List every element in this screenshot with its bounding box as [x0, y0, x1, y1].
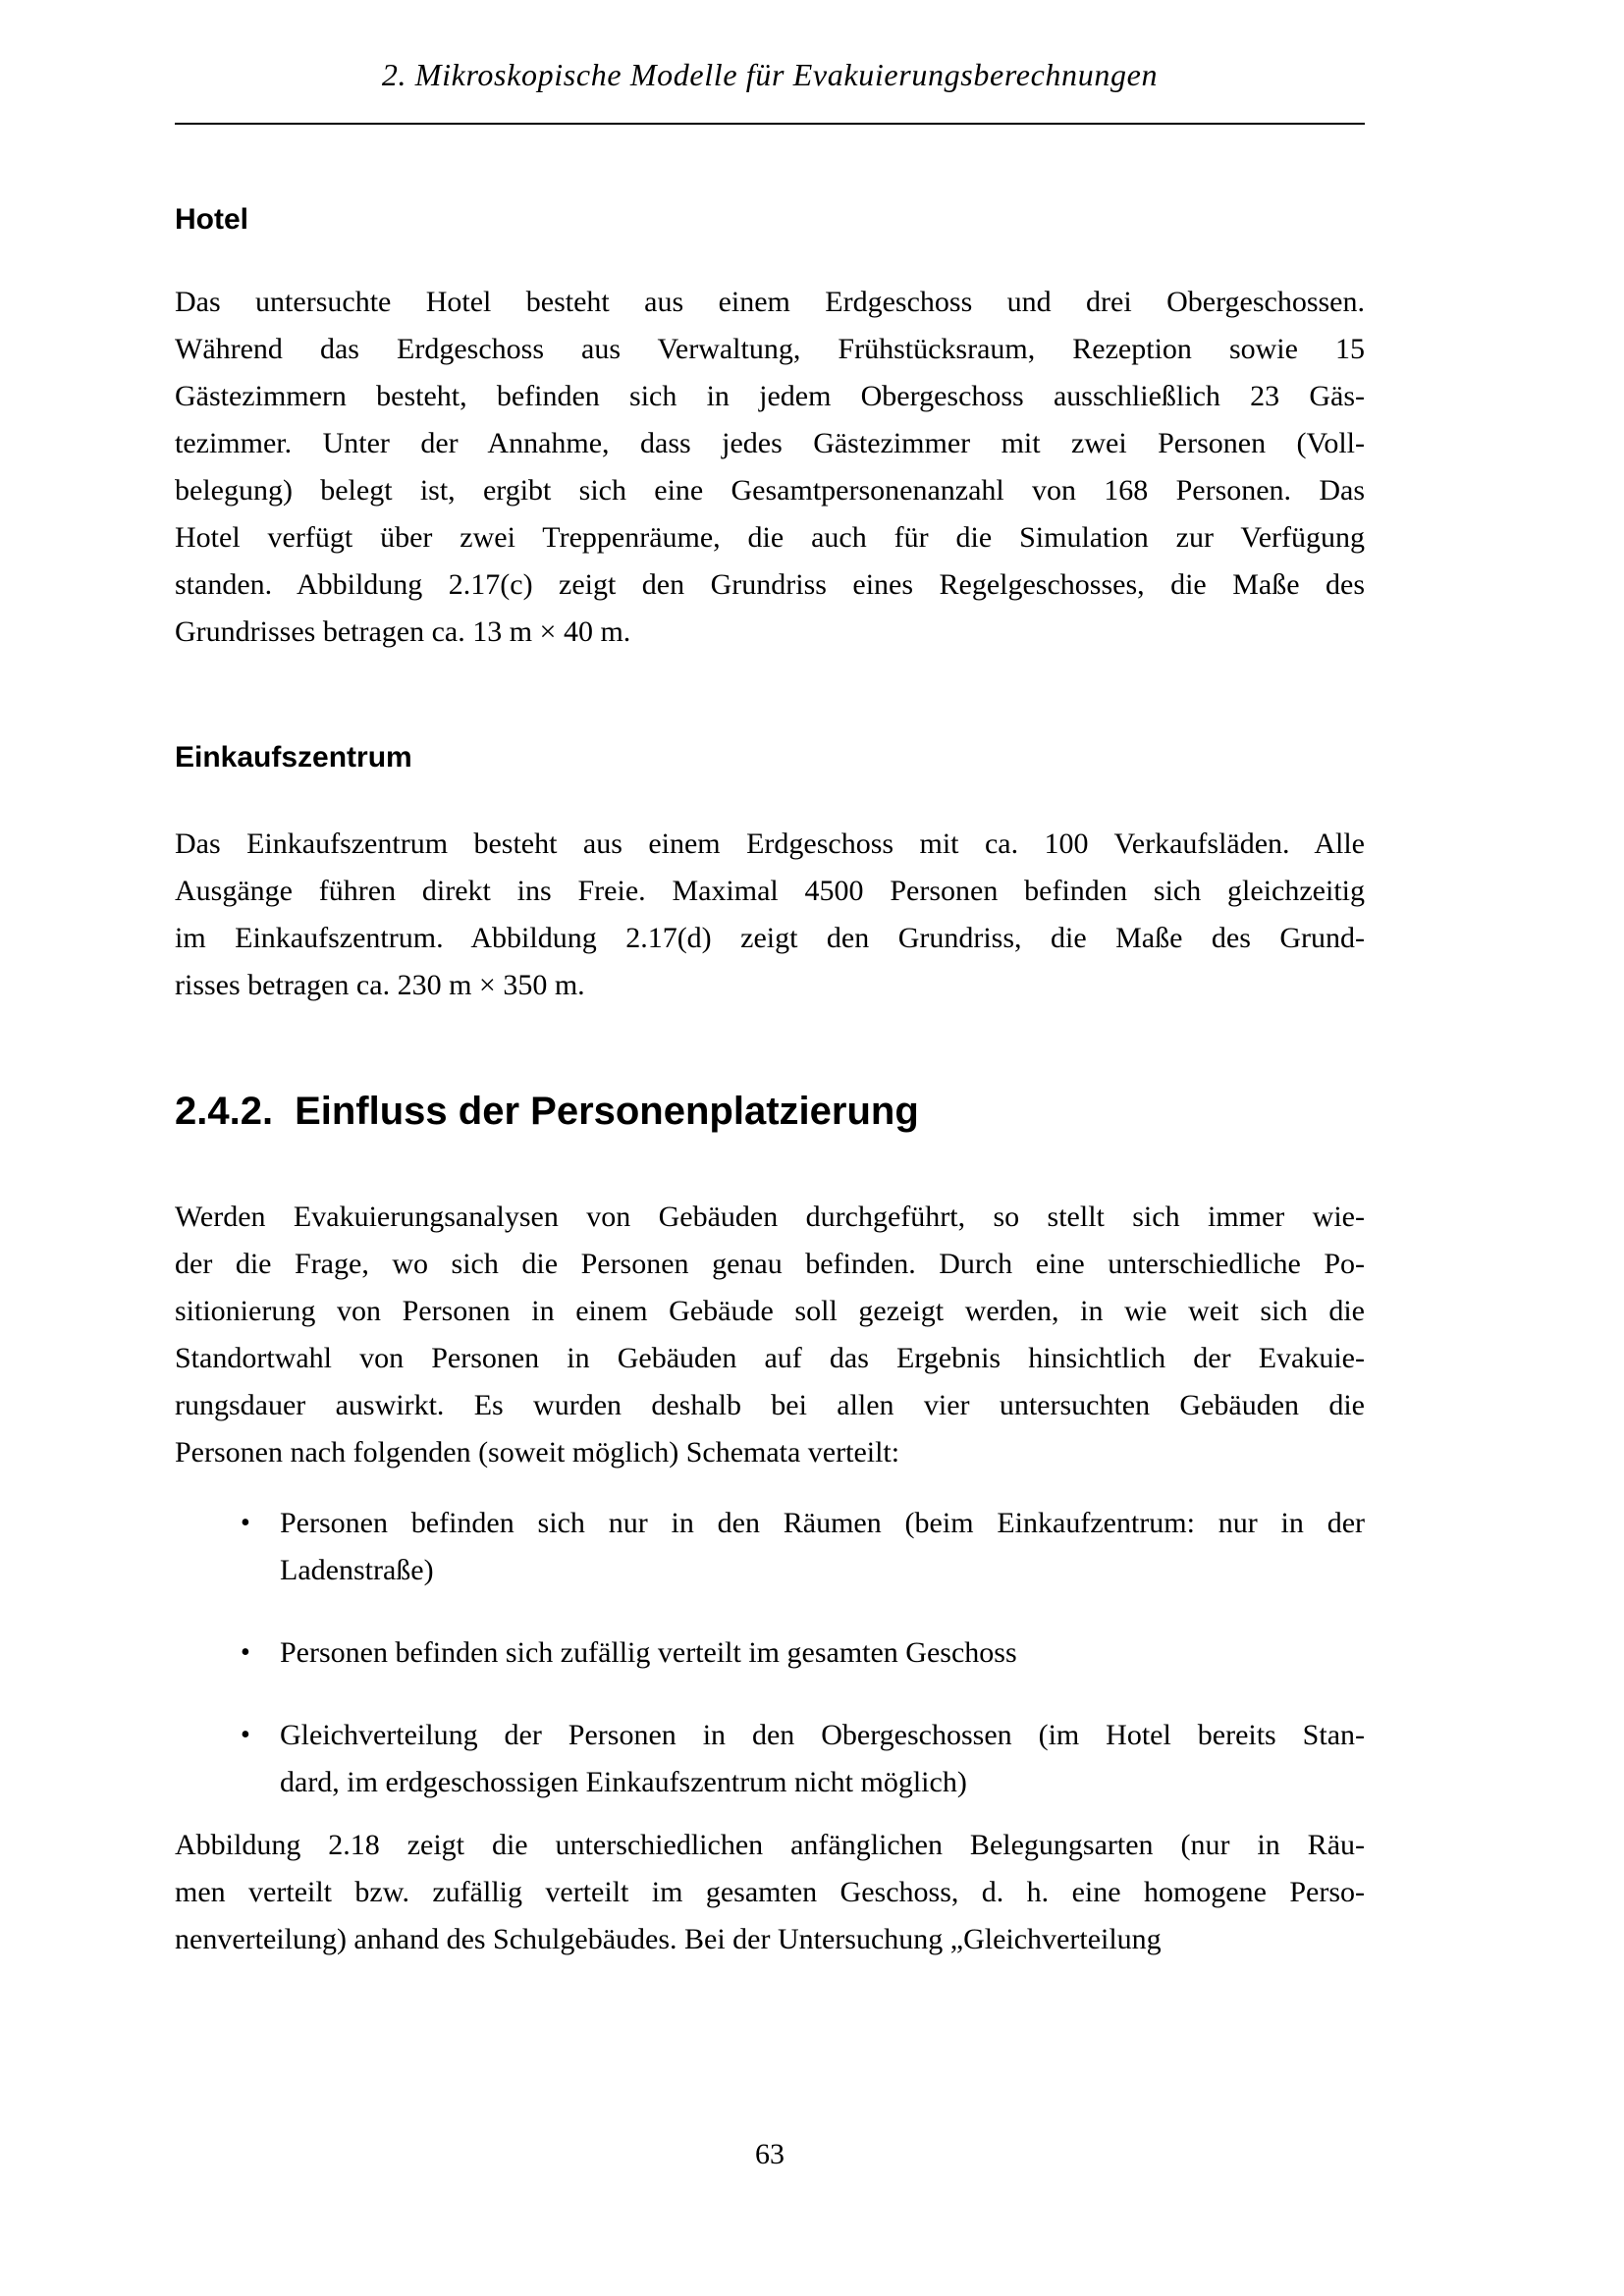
text-line: Ladenstraße): [280, 1554, 434, 1586]
bullet-icon: •: [241, 1720, 250, 1750]
text-line: risses betragen ca. 230 m × 350 m.: [175, 969, 585, 1001]
text-line: sitionierung von Personen in einem Gebäude soll gezeigt werden, in wie weit sich die: [175, 1295, 1365, 1327]
header-rule: [175, 123, 1365, 125]
bullet-text: [280, 1500, 1365, 1594]
text-line: Grundrisses betragen ca. 13 m × 40 m.: [175, 615, 631, 648]
bullet-icon: •: [241, 1637, 250, 1668]
bullet-icon: •: [241, 1508, 250, 1538]
text-line: im Einkaufszentrum. Abbildung 2.17(d) zeigt den Grundriss, die Maße des Grund-: [175, 922, 1365, 954]
text-line: men verteilt bzw. zufällig verteilt im gesamten Geschoss, d. h. eine homogene Perso-: [175, 1876, 1365, 1908]
intro-paragraph: [175, 1194, 1365, 1476]
bullet-text: [280, 1629, 1365, 1677]
subsection-heading: [175, 1088, 1365, 1135]
section-heading-hotel: Hotel: [175, 203, 248, 236]
bullet-item: [175, 1712, 1365, 1806]
einkaufszentrum-paragraph: [175, 821, 1365, 1009]
text-line: dard, im erdgeschossigen Einkaufszentrum nicht möglich): [280, 1766, 967, 1798]
text-line: Das Einkaufszentrum besteht aus einem Erdgeschoss mit ca. 100 Verkaufsläden. Alle: [175, 828, 1365, 860]
text-line: rungsdauer auswirkt. Es wurden deshalb bei allen vier untersuchten Gebäuden die: [175, 1389, 1365, 1421]
text-line: Werden Evakuierungsanalysen von Gebäuden durchgeführt, so stellt sich immer wie-: [175, 1201, 1365, 1233]
text-line: Personen befinden sich zufällig verteilt im gesamten Geschoss: [280, 1636, 1017, 1669]
bullet-text: [280, 1712, 1365, 1806]
bullet-item: [175, 1500, 1365, 1594]
text-line: Gästezimmern besteht, befinden sich in jedem Obergeschoss ausschließlich 23 Gäs-: [175, 380, 1365, 412]
bullet-list: [175, 1500, 1365, 1806]
text-block: [175, 0, 1365, 1963]
text-line: nenverteilung) anhand des Schulgebäudes. Bei der Untersuchung „Gleichverteilung: [175, 1923, 1162, 1955]
text-line: Hotel verfügt über zwei Treppenräume, die auch für die Simulation zur Verfügung: [175, 521, 1365, 554]
bullet-item: [175, 1629, 1365, 1677]
text-line: Gleichverteilung der Personen in den Obergeschossen (im Hotel bereits Stan-: [280, 1719, 1365, 1751]
page-number: 63: [755, 2138, 785, 2170]
text-line: Personen befinden sich nur in den Räumen (beim Einkaufzentrum: nur in der: [280, 1507, 1365, 1539]
text-line: der die Frage, wo sich die Personen genau befinden. Durch eine unterschiedliche Po-: [175, 1248, 1365, 1280]
subsection-number: 2.4.2.: [175, 1090, 274, 1133]
text-line: Personen nach folgenden (soweit möglich) Schemata verteilt:: [175, 1436, 900, 1468]
text-line: Abbildung 2.18 zeigt die unterschiedlichen anfänglichen Belegungsarten (nur in Räu-: [175, 1829, 1365, 1861]
running-header: 2. Mikroskopische Modelle für Evakuierungsberechnungen: [381, 57, 1159, 92]
hotel-paragraph: [175, 279, 1365, 656]
text-line: belegung) belegt ist, ergibt sich eine Gesamtpersonenanzahl von 168 Personen. Das: [175, 474, 1365, 507]
section-heading-einkaufszentrum: Einkaufszentrum: [175, 741, 412, 774]
text-line: standen. Abbildung 2.17(c) zeigt den Grundriss eines Regelgeschosses, die Maße des: [175, 568, 1365, 601]
text-line: Während das Erdgeschoss aus Verwaltung, Frühstücksraum, Rezeption sowie 15: [175, 333, 1365, 365]
text-line: Das untersuchte Hotel besteht aus einem Erdgeschoss und drei Obergeschossen.: [175, 286, 1365, 318]
subsection-title: Einfluss der Personenplatzierung: [295, 1090, 919, 1133]
text-line: Standortwahl von Personen in Gebäuden auf das Ergebnis hinsichtlich der Evakuie-: [175, 1342, 1365, 1374]
closing-paragraph: [175, 1822, 1365, 1963]
text-line: Ausgänge führen direkt ins Freie. Maximal 4500 Personen befinden sich gleichzeitig: [175, 875, 1365, 907]
text-line: tezimmer. Unter der Annahme, dass jedes Gästezimmer mit zwei Personen (Voll-: [175, 427, 1365, 459]
